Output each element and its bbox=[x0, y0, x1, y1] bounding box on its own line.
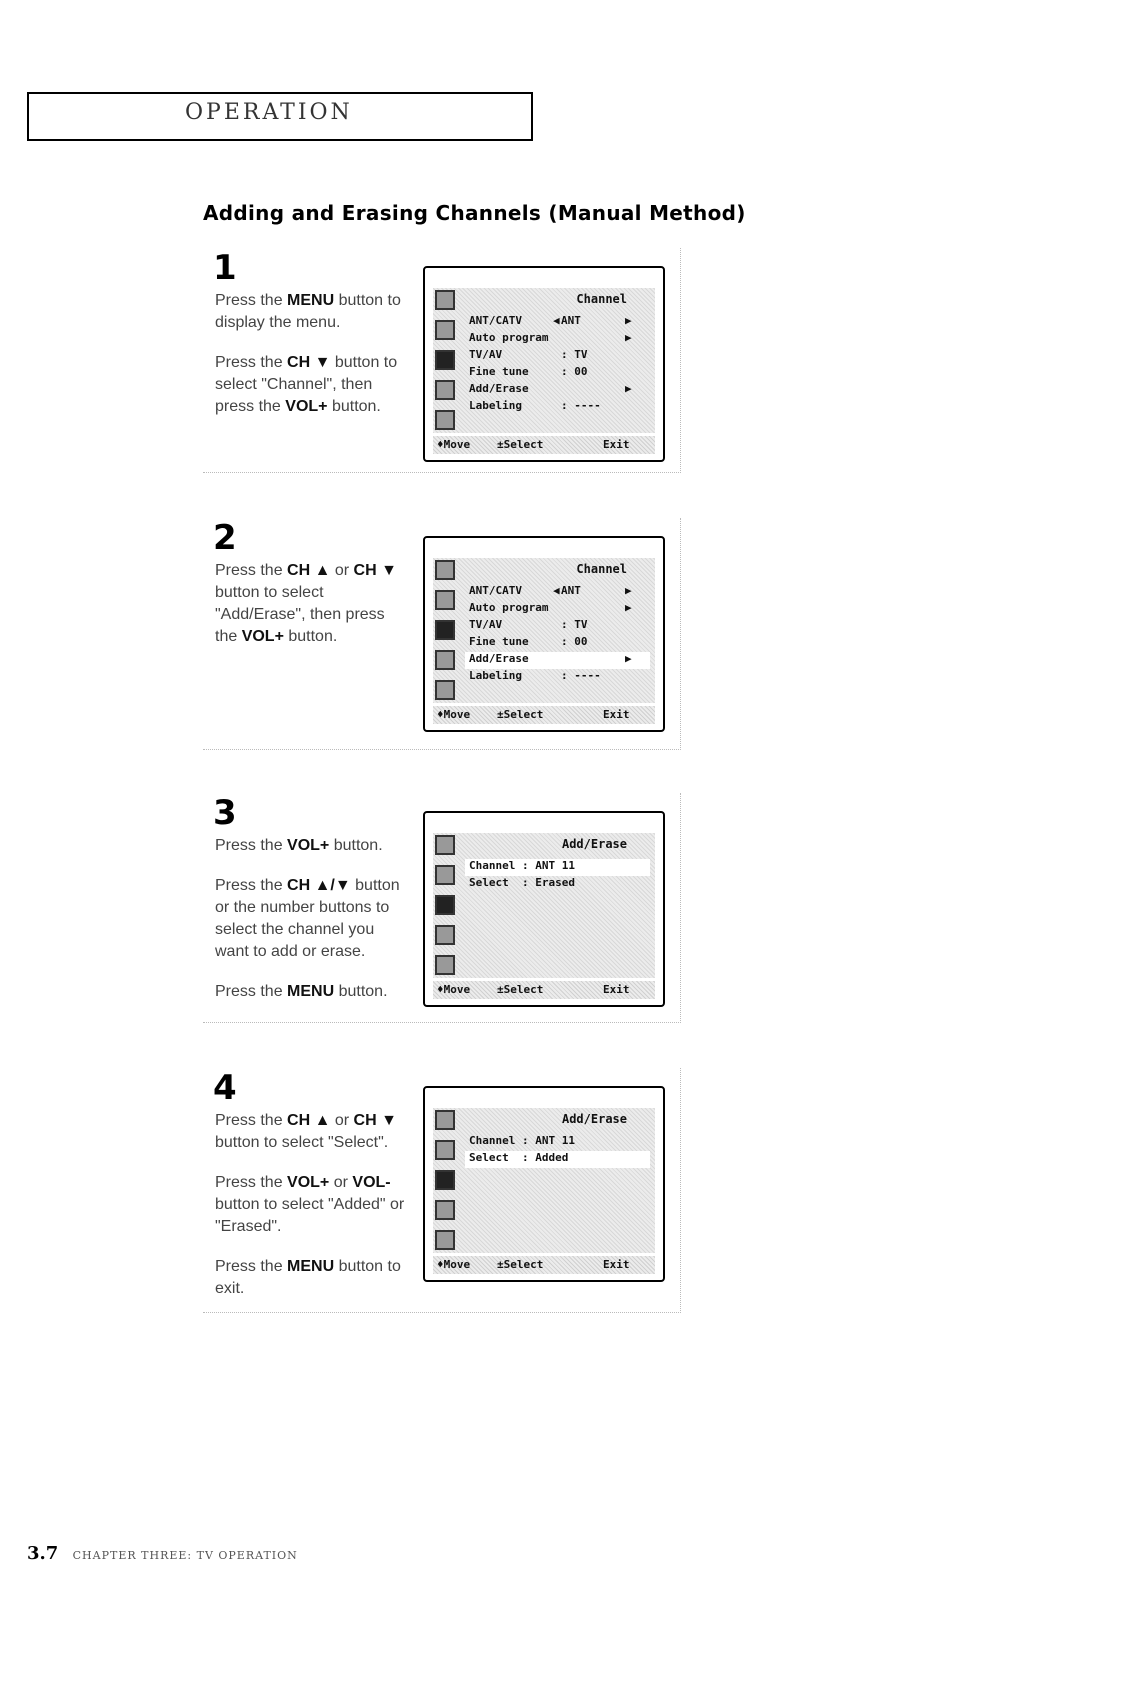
menu-row bbox=[465, 601, 650, 618]
menu-row-label: Auto program bbox=[469, 601, 549, 614]
menu-row-label: Select : Erased bbox=[469, 876, 575, 889]
page-number: 3.7 bbox=[27, 1543, 59, 1564]
menu-row bbox=[465, 331, 650, 348]
channel-icon bbox=[435, 620, 455, 640]
tv-menu-screen bbox=[423, 536, 665, 732]
arrow-icon: ▶ bbox=[625, 584, 632, 597]
channel-icon bbox=[435, 1170, 455, 1190]
channel-icon bbox=[435, 350, 455, 370]
menu-icon-column bbox=[435, 1110, 459, 1260]
menu-footer bbox=[433, 1256, 655, 1274]
move-hint: ♦Move bbox=[437, 983, 471, 996]
menu-footer bbox=[433, 436, 655, 454]
setup-icon bbox=[435, 680, 455, 700]
instruction-paragraph: Press the MENU button to display the menu. bbox=[215, 292, 401, 331]
page-footer bbox=[27, 1543, 298, 1564]
step-instructions bbox=[215, 835, 410, 1021]
exit-hint: Exit bbox=[603, 1258, 630, 1271]
menu-row-label: ANT/CATV bbox=[469, 584, 522, 597]
menu-row-label: Fine tune bbox=[469, 635, 529, 648]
menu-body bbox=[433, 288, 655, 433]
menu-body bbox=[433, 558, 655, 703]
step-number: 1 bbox=[213, 248, 237, 288]
tv-menu-screen bbox=[423, 266, 665, 462]
section-title: OPERATION bbox=[185, 100, 353, 125]
arrow-icon: ◀ bbox=[553, 314, 560, 327]
menu-rows bbox=[465, 584, 650, 686]
instruction-paragraph: Press the CH ▲/▼ button or the number buttons to select the channel you want to add or erase. bbox=[215, 877, 400, 960]
arrow-icon: ▶ bbox=[625, 331, 632, 344]
menu-row-value: ANT bbox=[561, 314, 581, 327]
menu-title: Add/Erase bbox=[561, 1112, 627, 1126]
function-icon bbox=[435, 650, 455, 670]
menu-body bbox=[433, 1108, 655, 1253]
sound-icon bbox=[435, 590, 455, 610]
chapter-title: CHAPTER THREE: TV OPERATION bbox=[72, 1549, 298, 1562]
step-number: 4 bbox=[213, 1068, 237, 1108]
step-instructions bbox=[215, 1110, 410, 1318]
menu-row-value: : TV bbox=[561, 618, 588, 631]
menu-title: Add/Erase bbox=[561, 837, 627, 851]
function-icon bbox=[435, 925, 455, 945]
menu-row-label: Auto program bbox=[469, 331, 549, 344]
function-icon bbox=[435, 380, 455, 400]
step-instructions bbox=[215, 560, 410, 666]
tv-menu-screen bbox=[423, 811, 665, 1007]
menu-title: Channel bbox=[576, 562, 627, 576]
menu-row bbox=[465, 1151, 650, 1168]
menu-row bbox=[465, 635, 650, 652]
menu-icon-column bbox=[435, 290, 459, 440]
instruction-paragraph: Press the CH ▲ or CH ▼ button to select "Select". bbox=[215, 1112, 397, 1151]
move-hint: ♦Move bbox=[437, 1258, 471, 1271]
arrow-icon: ◀ bbox=[553, 584, 560, 597]
menu-row bbox=[465, 876, 650, 893]
sound-icon bbox=[435, 1140, 455, 1160]
menu-icon-column bbox=[435, 835, 459, 985]
sound-icon bbox=[435, 865, 455, 885]
menu-row bbox=[465, 382, 650, 399]
menu-row-label: Fine tune bbox=[469, 365, 529, 378]
menu-title: Channel bbox=[576, 292, 627, 306]
picture-icon bbox=[435, 835, 455, 855]
menu-row-value: : TV bbox=[561, 348, 588, 361]
instruction-paragraph: Press the MENU button. bbox=[215, 983, 388, 1000]
channel-icon bbox=[435, 895, 455, 915]
menu-row-value: : 00 bbox=[561, 365, 588, 378]
menu-row-label: TV/AV bbox=[469, 348, 503, 361]
menu-row bbox=[465, 652, 650, 669]
menu-row-value: : ---- bbox=[561, 669, 601, 682]
menu-footer bbox=[433, 706, 655, 724]
menu-row-label: Select : Added bbox=[469, 1151, 569, 1164]
menu-rows bbox=[465, 314, 650, 416]
instruction-paragraph: Press the MENU button to exit. bbox=[215, 1258, 401, 1297]
arrow-icon: ▶ bbox=[625, 652, 632, 665]
picture-icon bbox=[435, 560, 455, 580]
menu-row-label: Labeling bbox=[469, 669, 522, 682]
menu-row-label: Channel : ANT 11 bbox=[469, 859, 575, 872]
tv-menu-screen bbox=[423, 1086, 665, 1282]
step-4 bbox=[203, 1068, 683, 1313]
picture-icon bbox=[435, 290, 455, 310]
sound-icon bbox=[435, 320, 455, 340]
step-number: 2 bbox=[213, 518, 237, 558]
menu-body bbox=[433, 833, 655, 978]
picture-icon bbox=[435, 1110, 455, 1130]
setup-icon bbox=[435, 955, 455, 975]
menu-row bbox=[465, 365, 650, 382]
step-2 bbox=[203, 518, 683, 750]
arrow-icon: ▶ bbox=[625, 601, 632, 614]
instruction-paragraph: Press the VOL+ or VOL- button to select "Added" or "Erased". bbox=[215, 1174, 405, 1235]
menu-row-label: Add/Erase bbox=[469, 382, 529, 395]
step-instructions bbox=[215, 290, 410, 436]
step-number: 3 bbox=[213, 793, 237, 833]
menu-row-value: ANT bbox=[561, 584, 581, 597]
arrow-icon: ▶ bbox=[625, 314, 632, 327]
menu-row bbox=[465, 1134, 650, 1151]
menu-row-label: TV/AV bbox=[469, 618, 503, 631]
menu-row bbox=[465, 584, 650, 601]
step-1 bbox=[203, 248, 683, 473]
menu-row-value: : 00 bbox=[561, 635, 588, 648]
menu-row bbox=[465, 618, 650, 635]
menu-row bbox=[465, 859, 650, 876]
exit-hint: Exit bbox=[603, 983, 630, 996]
instruction-paragraph: Press the VOL+ button. bbox=[215, 837, 383, 854]
menu-row bbox=[465, 348, 650, 365]
setup-icon bbox=[435, 410, 455, 430]
page-heading: Adding and Erasing Channels (Manual Method) bbox=[203, 201, 746, 225]
menu-row-label: Channel : ANT 11 bbox=[469, 1134, 575, 1147]
step-3 bbox=[203, 793, 683, 1023]
menu-row bbox=[465, 399, 650, 416]
menu-rows bbox=[465, 1134, 650, 1168]
exit-hint: Exit bbox=[603, 708, 630, 721]
menu-rows bbox=[465, 859, 650, 893]
menu-row-label: ANT/CATV bbox=[469, 314, 522, 327]
instruction-paragraph: Press the CH ▲ or CH ▼ button to select "Add/Erase", then press the VOL+ button. bbox=[215, 562, 397, 645]
menu-row-value: : ---- bbox=[561, 399, 601, 412]
menu-footer bbox=[433, 981, 655, 999]
move-hint: ♦Move bbox=[437, 438, 471, 451]
menu-icon-column bbox=[435, 560, 459, 710]
move-hint: ♦Move bbox=[437, 708, 471, 721]
select-hint: ±Select bbox=[497, 708, 544, 721]
menu-row-label: Labeling bbox=[469, 399, 522, 412]
instruction-paragraph: Press the CH ▼ button to select "Channel", then press the VOL+ button. bbox=[215, 354, 398, 415]
select-hint: ±Select bbox=[497, 983, 544, 996]
menu-row bbox=[465, 314, 650, 331]
menu-row bbox=[465, 669, 650, 686]
function-icon bbox=[435, 1200, 455, 1220]
setup-icon bbox=[435, 1230, 455, 1250]
arrow-icon: ▶ bbox=[625, 382, 632, 395]
exit-hint: Exit bbox=[603, 438, 630, 451]
menu-row-label: Add/Erase bbox=[469, 652, 529, 665]
select-hint: ±Select bbox=[497, 438, 544, 451]
select-hint: ±Select bbox=[497, 1258, 544, 1271]
